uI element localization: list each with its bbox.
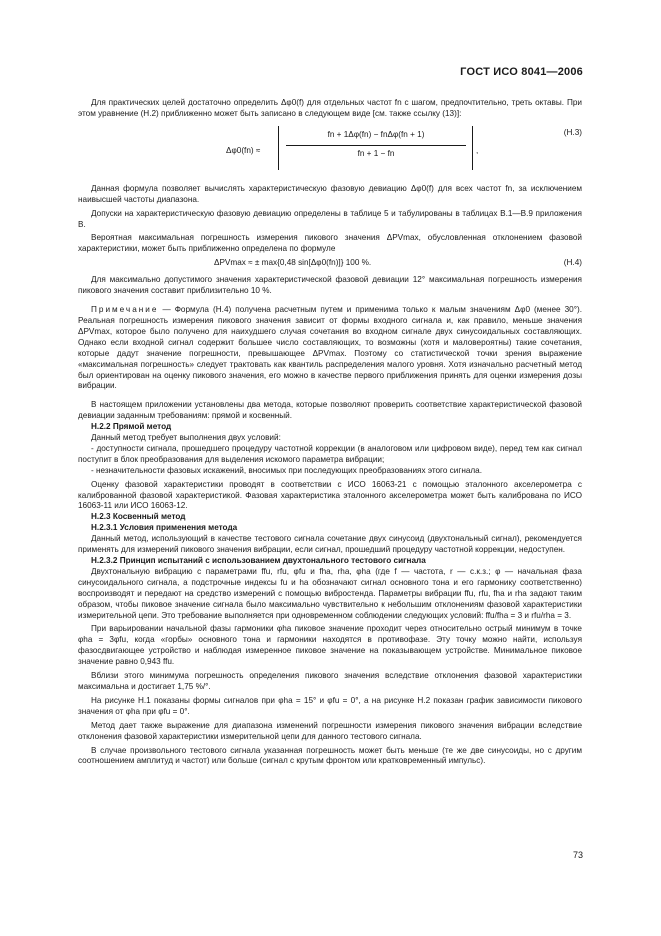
heading-h223 <box>78 512 582 523</box>
formula-h3-fraction-line <box>286 145 466 146</box>
paragraph-p14: Вблизи этого минимума погрешность определения пикового значения вследствие отклонения фазовой характеристики максимальна и достигает 1,75 %/°. <box>78 671 582 691</box>
formula-h3 <box>78 126 582 178</box>
paragraph-p13: При варьировании начальной фазы гармоники φha пиковое значение проходит через относительно острый минимум в точке φha = 3φfu, когда «горбы» основного тона и гармоники находятся в противофазе. Эту точку можно найти, используя фазосдвигающее устройство и наблюдая измеренное пиковое значение на показывающем устройстве. Минимальное пиковое значение равно 0,943 ffu. <box>78 624 582 667</box>
formula-h4-number: (Н.4) <box>563 258 582 268</box>
paragraph-p15: На рисунке Н.1 показаны формы сигналов при φha = 15° и φfu = 0°, а на рисунке Н.2 показан график зависимости пикового значения от φha при φfu = 0°. <box>78 695 582 716</box>
paragraph-p7: Данный метод требует выполнения двух условий: <box>91 433 281 443</box>
paragraph-p1: Для практических целей достаточно определить Δφ0(f) для отдельных частот fn с шагом, предпочтительно, треть октавы. При этом уравнение (Н.2) приближенно может быть записано в следующем виде [см. также ссылку (13)]: <box>78 98 582 118</box>
paragraph-p3: Допуски на характеристическую фазовую девиацию определены в таблице 5 и табулированы в таблицах В.1—В.9 приложения В. <box>78 208 582 229</box>
page-number: 73 <box>572 850 583 860</box>
standard-header: ГОСТ ИСО 8041—2006 <box>460 66 583 78</box>
heading-h222-title: Прямой метод <box>112 422 172 432</box>
formula-h3-denominator: fn + 1 − fn <box>357 148 395 158</box>
heading-h223-number: Н.2.3 <box>91 512 111 522</box>
heading-h2231-title: Условия применения метода <box>119 523 238 533</box>
formula-h4 <box>78 258 582 272</box>
formula-h3-numerator: fn + 1Δφ(fn) − fnΔφ(fn + 1) <box>327 129 425 139</box>
formula-h3-comma: , <box>476 145 479 155</box>
paragraph-p10: Оценку фазовой характеристики проводят в соответствии с ИСО 16063-21 с помощью эталонного акселерометра с калиброванной фазовой характеристикой. Фазовая характеристика эталонного акселерометра может быть калибрована по ИСО 16063-11 или ИСО 16063-12. <box>78 479 582 511</box>
heading-h2232-title: Принцип испытаний с использованием двухтонального тестового сигнала <box>119 556 426 565</box>
note-label: Примечание <box>91 305 159 315</box>
paragraph-p8: - доступности сигнала, прошедшего процедуру частотной коррекции (в аналоговом или цифровом виде), перед тем как сигнал поступит в блок преобразования для выделения искомого параметра вибрации; <box>78 443 582 464</box>
heading-h222 <box>78 422 582 433</box>
heading-h2232-number: Н.2.3.2 <box>91 556 118 565</box>
paragraph-p2: Данная формула позволяет вычислять характеристическую фазовую девиацию Δφ0(f) для всех частот fn, за исключением наивысшей частоты диапазона. <box>78 183 582 204</box>
formula-h3-number: (Н.3) <box>563 127 582 137</box>
paragraph-p6: В настоящем приложении установлены два метода, которые позволяют проверить соответствие характеристической фазовой девиации заданным требованиям: прямой и косвенный. <box>78 400 582 421</box>
formula-h4-expression: ΔPVmax ≈ ± max{0,48 sin[Δφ0(fn)]} 100 %. <box>214 258 372 268</box>
paragraph-p17: В случае произвольного тестового сигнала указанная погрешность может быть меньше (те же две синусоиды, но с другим соотношением амплитуд и частот) или больше (сигнал с крутым фронтом или кратковременный импульс). <box>78 745 582 766</box>
formula-h3-abs-bar-right <box>472 126 473 170</box>
paragraph-p5: Для максимально допустимого значения характеристической фазовой девиации 12° максимальная погрешность измерения пикового значения составит приблизительно 10 %. <box>78 275 582 296</box>
heading-h222-number: Н.2.2 <box>91 422 111 432</box>
paragraph-p4: Вероятная максимальная погрешность измерения пикового значения ΔPVmax, обусловленная отклонением фазовой характеристики, может быть приближенно определена по формуле <box>78 233 582 254</box>
heading-h2232 <box>78 556 582 567</box>
paragraph-p16: Метод дает также выражение для диапазона изменений погрешности измерения пикового значения вибрации вследствие отклонения фазовой характеристики измерительной цепи для данного тестового сигнала. <box>78 720 582 741</box>
formula-h3-abs-bar-left <box>278 126 279 170</box>
paragraph-p12: Двухтональную вибрацию с параметрами ffu, rfu, φfu и fha, rha, φha (где f — частота, r — с.к.з.; φ — начальная фаза синусоидального сигнала, а подстрочные индексы fu и ha обозначают сигнал основного тона и его гармонику соответственно) воспроизводят и передают на средство измерений с помощью вибростенда. Параметры вибрации ffu, rfu, fha и rha задают таким образом, чтобы пиковое значение сигнала было максимально чувствительно к небольшим отклонениям фазовой характеристики измерительной цепи. Это требование выполняется при одновременном соблюдении следующих условий: ffu/fha = 3 и rfu/rha = 3. <box>78 566 582 620</box>
heading-h223-title: Косвенный метод <box>112 512 186 522</box>
formula-h3-lhs: Δφ0(fn) ≈ <box>226 145 261 155</box>
heading-h2231 <box>78 523 582 534</box>
note-paragraph <box>78 305 582 392</box>
heading-h2231-number: Н.2.3.1 <box>91 523 118 533</box>
page-content <box>78 90 582 767</box>
paragraph-p9: - незначительности фазовых искажений, вносимых при последующих преобразованиях этого сигнала. <box>91 465 483 475</box>
note-text: — Формула (Н.4) получена расчетным путем и применима только к малым значениям Δφ0 (менее 30°). Реальная погрешность измерения пикового значения зависит от формы входного сигнала и, как правило, меньше значения ΔPVmax, которое было получено для наихудшего случая сочетания во входном сигнале двух синусоидальных составляющих. Однако если входной сигнал содержит большее число составляющих, то возможны (хотя и маловероятны) такие сочетания, которые дадут значение погрешности, превышающее ΔPVmax. Поэтому со статистической точки зрения выражение «максимальная погрешность» следует трактовать как квантиль распределения малого уровня. Хотя изначально расчетный метод был ориентирован на оценку пикового значения, его можно в качестве первого приближения принять для оценки измерения дозы вибрации. <box>78 305 583 391</box>
paragraph-p11: Данный метод, использующий в качестве тестового сигнала сочетание двух синусоид (двухтональный сигнал), рекомендуется применять для измерений пикового значения вибрации, если сигнал, прошедший процедуру частотной коррекции, недоступен. <box>78 534 582 555</box>
